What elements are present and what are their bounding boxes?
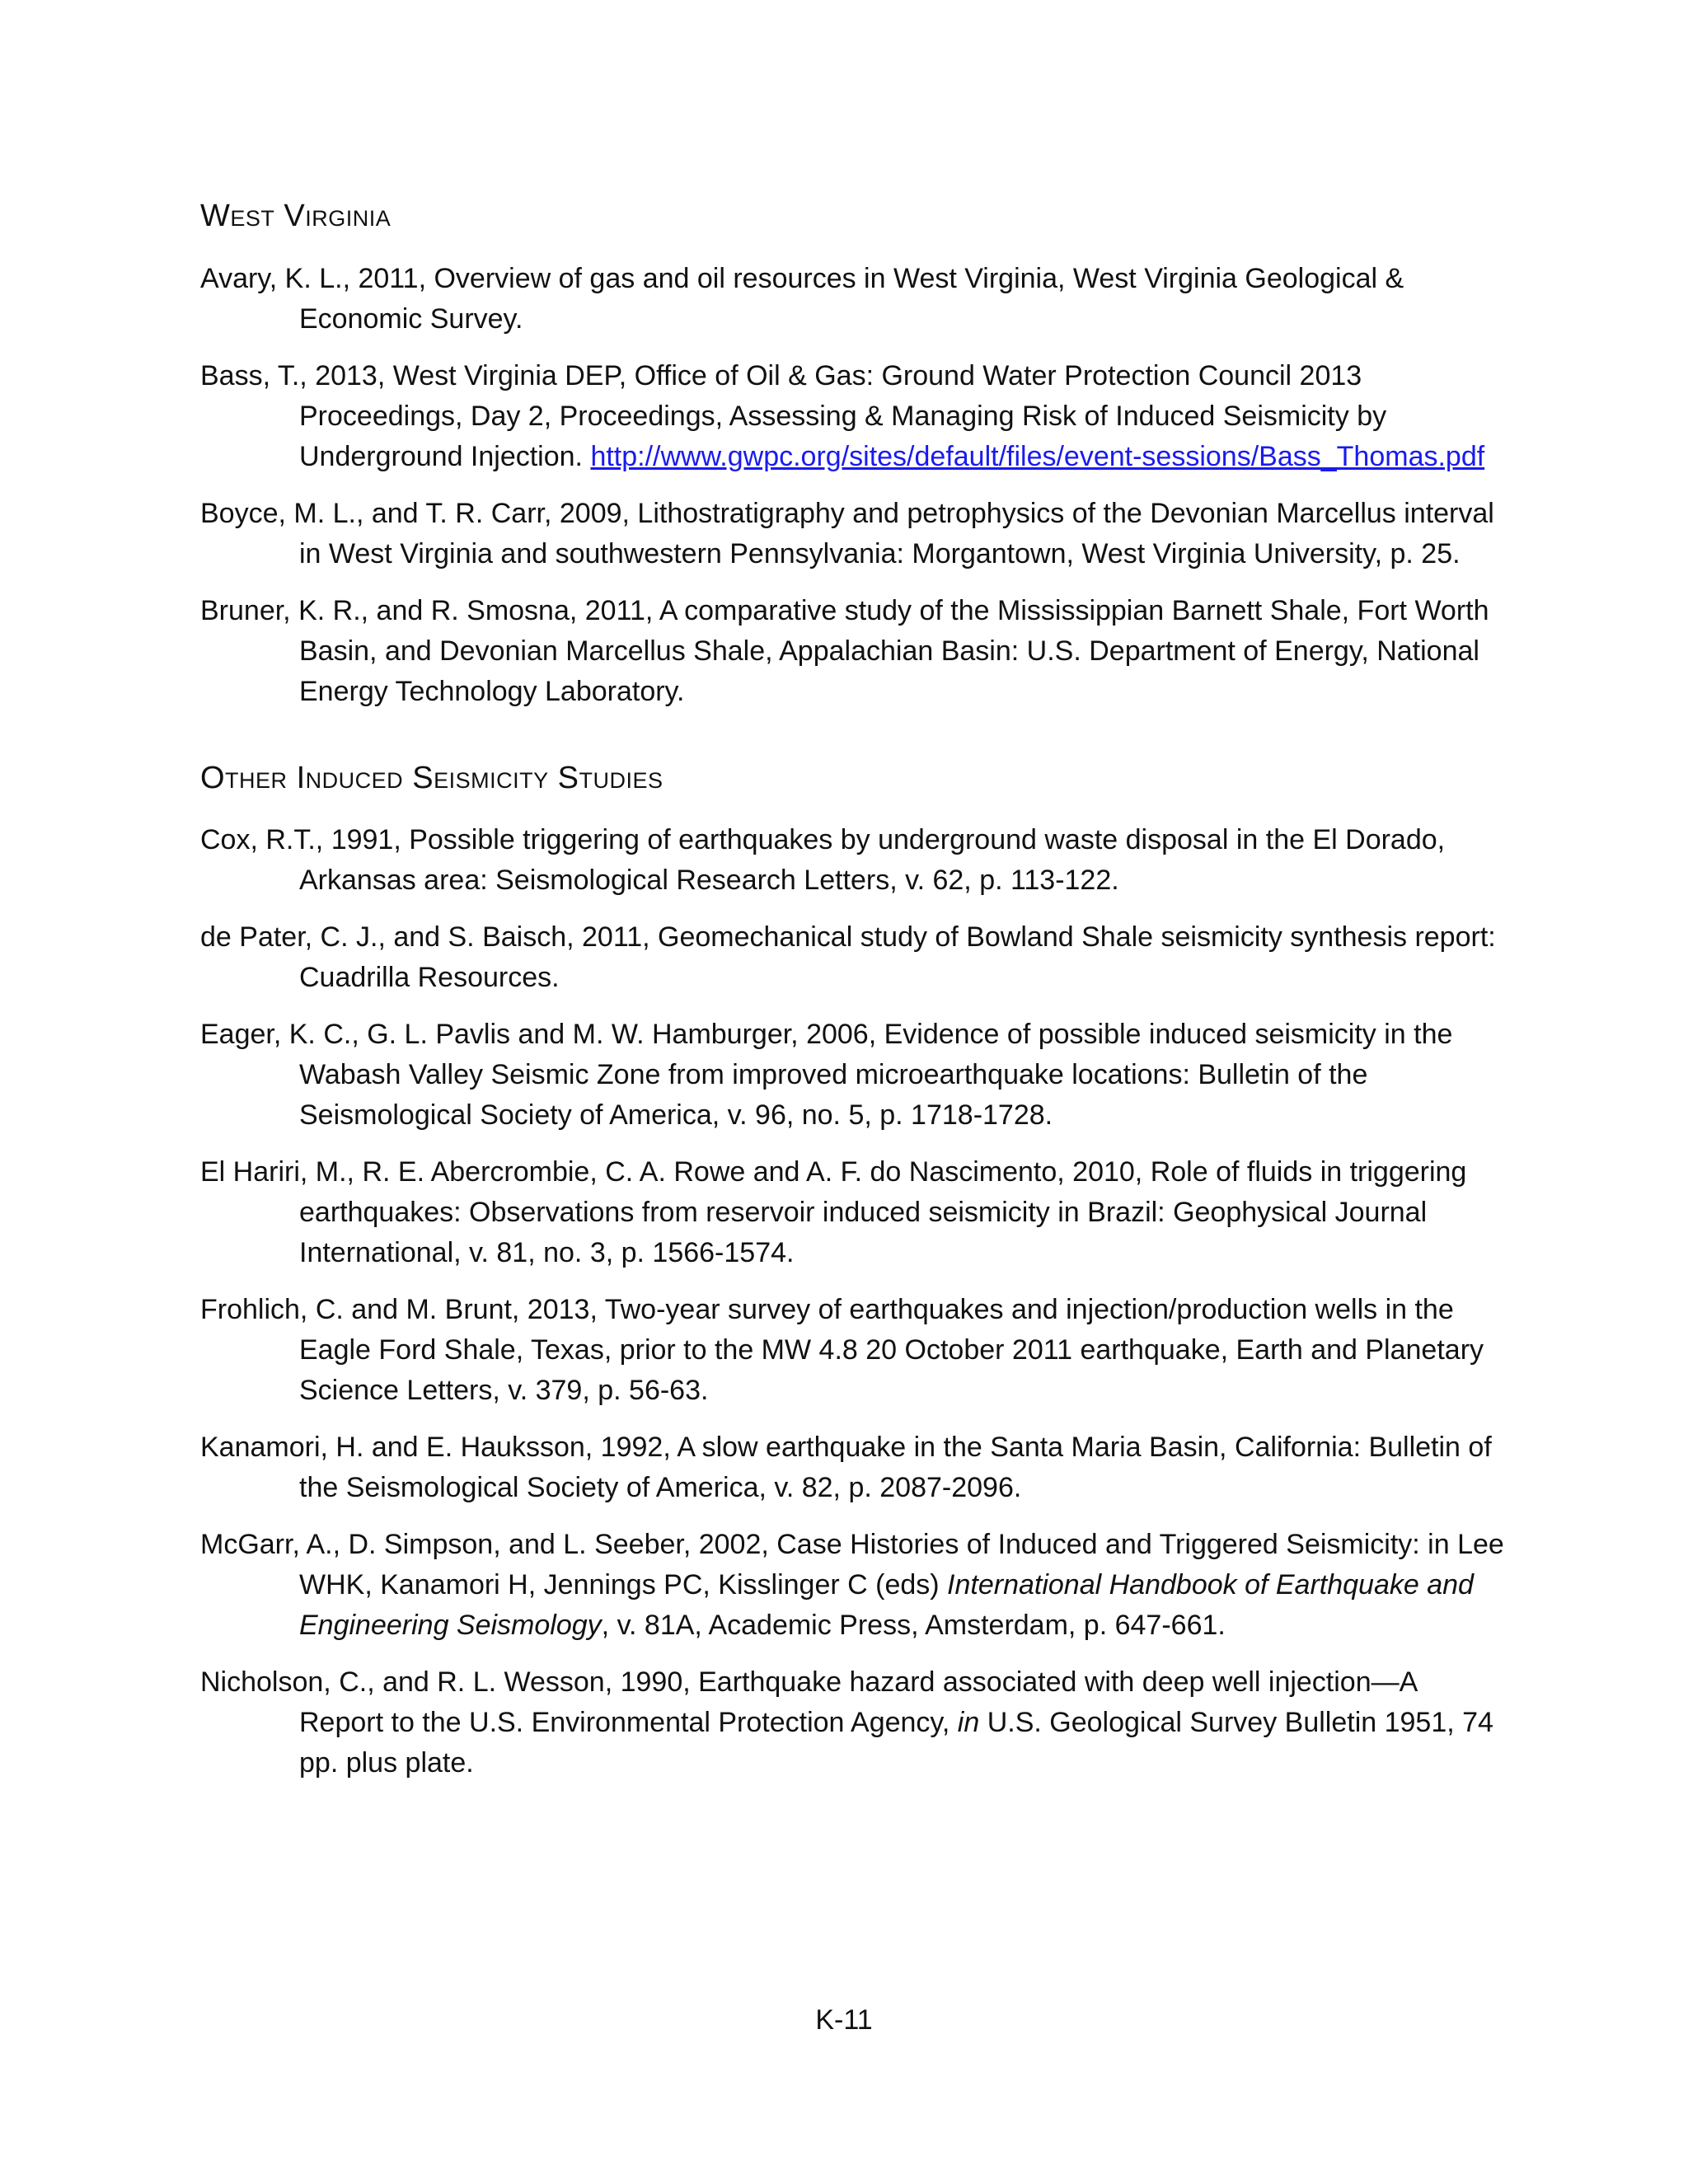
reference-cox: Cox, R.T., 1991, Possible triggering of earthquakes by underground waste disposal in the El Dorado, Arkansas area: Seismological Research Letters, v. 62, p. 113-122. [200, 824, 1446, 897]
reference-nicholson [200, 1662, 1507, 1783]
reference-de-pater: de Pater, C. J., and S. Baisch, 2011, Geomechanical study of Bowland Shale seismicity synthesis report: Cuadrilla Resources. [200, 921, 1496, 994]
page-number: K-11 [815, 2004, 873, 2036]
reference-boyce: Boyce, M. L., and T. R. Carr, 2009, Lithostratigraphy and petrophysics of the Devonian Marcellus interval in West Virginia and southwestern Pennsylvania: Morgantown, West Virginia University, p. 25. [200, 497, 1494, 569]
reference-bruner: Bruner, K. R., and R. Smosna, 2011, A comparative study of the Mississippian Barnett Shale, Fort Worth Basin, and Devonian Marcellus Shale, Appalachian Basin: U.S. Department of Energy, National Energy Technology Laboratory. [200, 594, 1489, 707]
reference-mcgarr-text-before: McGarr, A., D. Simpson, and L. Seeber, 2002, Case Histories of Induced and Triggered Seismicity: in Lee WHK, Kanamori H, Jennings PC, Kisslinger C (eds) [200, 1529, 1504, 1601]
reference-frohlich: Frohlich, C. and M. Brunt, 2013, Two-year survey of earthquakes and injection/production wells in the Eagle Ford Shale, Texas, prior to the MW 4.8 20 October 2011 earthquake, Earth and Planetary Science Letters, v. 379, p. 56-63. [200, 1294, 1484, 1407]
section-heading-west-virginia: West Virginia [200, 199, 392, 233]
section-heading-other-induced-seismicity: Other Induced Seismicity Studies [200, 760, 663, 795]
reference-mcgarr [200, 1525, 1507, 1646]
bass-pdf-link[interactable]: http://www.gwpc.org/sites/default/files/event-sessions/Bass_Thomas.pdf [590, 440, 1485, 472]
reference-nicholson-text-after: U.S. Geological Survey Bulletin 1951, 74 pp. plus plate. [299, 1707, 1493, 1779]
reference-bass [200, 356, 1507, 477]
reference-mcgarr-italic-title: International Handbook of Earthquake and Engineering Seismology [299, 1569, 1474, 1642]
document-page [200, 198, 1507, 1800]
reference-kanamori: Kanamori, H. and E. Hauksson, 1992, A slow earthquake in the Santa Maria Basin, California: Bulletin of the Seismological Society of America, v. 82, p. 2087-2096. [200, 1432, 1492, 1504]
reference-nicholson-text-before: Nicholson, C., and R. L. Wesson, 1990, Earthquake hazard associated with deep well injection—A Report to the U.S. Environmental Protection Agency, [200, 1666, 1417, 1739]
reference-bass-text: Bass, T., 2013, West Virginia DEP, Office of Oil & Gas: Ground Water Protection Council 2013 Proceedings, Day 2, Proceedings, Assessing & Managing Risk of Induced Seismicity by Underground Injection. [200, 359, 1387, 472]
reference-mcgarr-text-after: , v. 81A, Academic Press, Amsterdam, p. 647-661. [601, 1610, 1226, 1642]
reference-eager: Eager, K. C., G. L. Pavlis and M. W. Hamburger, 2006, Evidence of possible induced seismicity in the Wabash Valley Seismic Zone from improved microearthquake locations: Bulletin of the Seismological Society of America, v. 96, no. 5, p. 1718-1728. [200, 1019, 1453, 1132]
reference-avary: Avary, K. L., 2011, Overview of gas and oil resources in West Virginia, West Virginia Geological & Economic Survey. [200, 262, 1404, 335]
reference-el-hariri: El Hariri, M., R. E. Abercrombie, C. A. Rowe and A. F. do Nascimento, 2010, Role of fluids in triggering earthquakes: Observations from reservoir induced seismicity in Brazil: Geophysical Journal International, v. 81, no. 3, p. 1566-1574. [200, 1156, 1467, 1269]
reference-nicholson-italic: in [957, 1707, 980, 1739]
